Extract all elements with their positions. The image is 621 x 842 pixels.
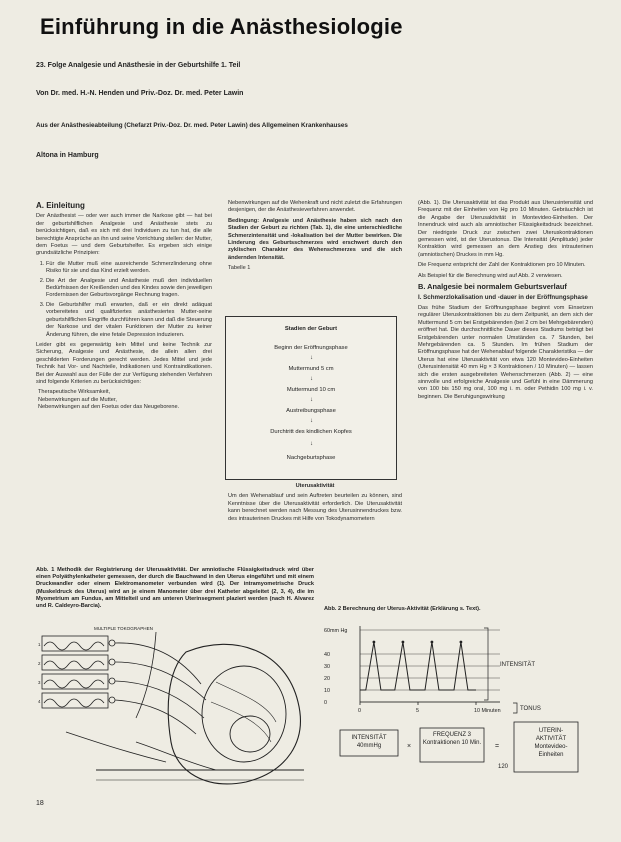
channel-label: 1 [38,642,41,647]
authors: Von Dr. med. H.-N. Henden und Priv.-Doz. Dr. med. Peter Lawin [36,90,244,97]
paragraph: Der Anästhesist — oder wer auch immer die Narkose gibt — hat bei der geburtshilflichen Analgesie und Anästhesie stets zu berücksichtigen, daß es sich mit drei Individuen zu tun hat, die alle berechtigte Ansprüche an ihn und seine Vorrichtung stellen: der Mutter, dem Foetus — und dem Geburtshelfer. Es ergeben sich einige grundsätzliche Prinzipien: [36,213,212,257]
list-item: 1. Für die Mutter muß eine ausreichende Schmerzlinderung ohne Risiko für sie und das Kind erzielt werden. [46,261,212,276]
channel-label: 3 [38,680,41,685]
activity-box-text: UTERIN-AKTIVITÄT Montevideo-Einheiten [534,728,568,758]
y-tick-label: 0 [324,700,327,706]
table-label: Tabelle 1 [228,265,251,272]
affiliation: Aus der Anästhesieabteilung (Chefarzt Priv.-Doz. Dr. med. Peter Lawin) des Allgemeinen Krankenhauses [36,122,348,129]
peak-point [431,641,433,643]
y-tick-label: 40 [324,652,330,658]
subheading: Uterusaktivität [295,483,335,489]
intensity-box [340,730,398,756]
principles-list [36,261,212,339]
device-label: MULTIPLE TOKOGRAPHEN [94,626,153,631]
series-line: 23. Folge Analgesie und Anästhesie in der Geburtshilfe 1. Teil [36,62,241,69]
location: Altona in Hamburg [36,152,99,159]
paragraph: Die Frequenz entspricht der Zahl der Kontraktionen pro 10 Minuten. [418,262,586,269]
page-title: Einführung in die Anästhesiologie [40,14,403,39]
column-3 [418,200,593,404]
subheading: I. Schmerzlokalisation und -dauer in der Eröffnungsphase [418,294,588,302]
section-heading: B. Analgesie bei normalem Geburtsverlauf [418,282,567,292]
activity-box [514,722,578,772]
peak-point [373,641,375,643]
y-tick-label: 20 [324,676,330,682]
peak-point [460,641,462,643]
intensity-label: INTENSITÄT [500,662,536,668]
list-item: Nebenwirkungen auf die Mutter, [38,396,117,403]
page-number: 18 [36,800,44,807]
column-2 [228,200,402,276]
y-tick-label: 60mm Hg [324,628,348,634]
arrow-down-icon: ↓ [310,441,313,447]
intensity-box-text: INTENSITÄT 40mmHg [351,735,387,749]
channel-label: 2 [38,661,41,666]
frequency-box [420,728,484,762]
activity-result: 120 [498,764,509,770]
flow-step: Muttermund 10 cm [286,387,336,393]
tonus-label: TONUS [520,706,541,712]
x-tick-label: 0 [358,708,361,714]
channel-label: 4 [38,699,41,704]
frequency-box-text: FREQUENZ 3 Kontraktionen 10 Min. [422,732,482,746]
paragraph: Um den Wehenablauf und sein Auftreten beurteilen zu können, sind Kenntnisse über die Uterusaktivität erforderlich. Die Uterusaktivität kann berechnet werden nach Messung des Uterusinnendruckes bzw. des intrauterinen Druckes mit Hilfe von Tokodynamometern [228,493,402,522]
stages-table [225,316,397,480]
list-item: 3. Die Geburtshilfer muß erwarten, daß er ein direkt adäquat vorbereitetes und qualifiziertes anästhesiertes Mutter-seine geburtshilflichen Eingriffe durchführen kann und daß die Steuerung der Narkose und der vitalen Funktionen der Mutter zu keiner Änderung führen, die eine fetale Depression induzieren. [46,302,212,339]
flow-step: Austreibungsphase [286,408,336,414]
paragraph: Nebenwirkungen auf die Wehenkraft und nicht zuletzt die Erfahrungen desjenigen, der die Anästhesieverfahren anwendet. [228,200,402,214]
equals-sign: = [495,743,500,750]
flow-step: Durchtritt des kindlichen Kopfes [270,429,352,435]
figure-2-caption: Abb. 2 Berechnung der Uterus-Aktivität (Erklärung s. Text). [324,606,481,612]
y-tick-label: 10 [324,688,330,694]
column-1 [36,200,212,415]
list-item: Therapeutische Wirksamkeit, [38,389,111,396]
paragraph: (Abb. 1). Die Uterusaktivität ist das Produkt aus Uterusintensität und Frequenz mit der Einheiten von Hg pro 10 Minuten. Gebräuchlich ist die Angabe der Uterusaktivität in Montevideo-Einheiten. Der Innendruck wird auch als amniotischer Flüssigkeitsdruck bezeichnet. Der niedrigste Druck zur zwischen zwei Uteruskontraktionen gemessen wird, ist der Uterustonus. Die Intensität (Amplitude) jeder Kontraktion wird gemessen an dem Anstieg des intrauterinen (amniotischen) Druckes in mm Hg. [418,200,593,258]
paragraph: Das frühe Stadium der Eröffnungsphase beginnt vom Einsetzen regulärer Uteruskontraktionen bis zu dem Zeitpunkt, an dem sich der Muttermund 5 cm bei Erstgebärenden (bei 2 cm bei Mehrgebärenden) eröffnet hat. Die durchschnittliche Dauer dieses Stadiums beträgt bei Erstgebärenden unter normalen Umständen ca. 7 Stunden, bei Mehrgebärenden ca. 5 Stunden. Im frühen Stadium der Eröffnungsphase hat der Wehenablauf folgende Charakteristika — der Uterus hat eine Uterusaktivität von etwa 120 Montevideo-Einheiten (Uterusintensität 40 mm Hg × 3 Kontraktionen / 10 Minuten) — lassen sich die ersten ausgebreiteten Wehenschmerzen (Abb. 2) — eine sinnvolle und erfolgreiche Analgesie und Gefühl in eine Dämmerung von 100 bis 150 mg oral, 100 mg i. m. oder Pethidin 100 mg i. v. beginnen. Die Beruhigungswirkung [418,304,593,400]
figure-1-caption: Abb. 1 Methodik der Registrierung der Uterusaktivität. Der amniotische Flüssigkeitsdruck wird über einen Polyäthylenkatheter gemessen, der durch die Bauchwand in den Uterus eingeführt und mit einem Druckwandler oder einem Elektromanometer verbunden wird (1). Der intramyometrische Druck (Muskeldruck des Uterus) wird an je einem Manometer über drei Katheter abgeleitet (2, 3, 4), die im Myometrium am Fundus, am Mittelteil und am unteren Uterinsegment plaziert werden (nach H. Alvarez und R. Caldeyro-Barcia). [36,567,314,610]
x-tick-label: 10 Minuten [474,708,501,714]
paragraph: Leider gibt es gegenwärtig kein Mittel und keine Technik zur Sicherung, Analgesie und Anästhesie, die allein allen drei geschilderten Forderungen gerecht werden. Jedes Mittel und jede Technik hat Vor- und Nachteile, Indikationen und Kontraindikationen. Bei der Auswahl aus der Fülle der zur Verfügung stehenden Verfahren sind folgende Kriterien zu berücksichtigen: [36,341,212,385]
section-heading: A. Einleitung [36,201,85,210]
flow-step: Muttermund 5 cm [288,366,334,372]
list-item: 2. Die Art der Analgesie und Anästhesie muß den individuellen Bedürfnissen der Kreißenden und des Kindes sowie den jeweiligen Fordernissen der Geburtsvorgänge Rechnung tragen. [46,278,212,300]
column-2-bottom [228,483,402,526]
figure-1-illustration [36,622,312,794]
criteria-list [36,389,212,411]
arrow-down-icon: ↓ [310,397,313,403]
multiply-sign: × [407,743,412,750]
x-tick-label: 5 [416,708,419,714]
y-tick-label: 30 [324,664,330,670]
paragraph-bold: Bedingung: Analgesie und Anästhesie haben sich nach den Stadien der Geburt zu richten (Tab. 1), die eine unterschiedliche Schmerzintensität und -lokalisation bei der Mutter bewirken. Die Linderung des Geburtsschmerzes wird erschwert durch den zyklischen Charakter des Wehenschmerzes und die sich ändernden Intensität. [228,217,402,261]
arrow-down-icon: ↓ [310,418,313,424]
figure-2-chart [320,618,594,796]
arrow-down-icon: ↓ [310,376,313,382]
arrow-down-icon: ↓ [310,355,313,361]
list-item: Nebenwirkungen auf den Foetus oder das Neugeborene. [38,404,180,411]
paragraph: Als Beispiel für die Berechnung wird auf Abb. 2 verwiesen. [418,272,563,279]
flow-step: Nachgeburtsphase [286,455,336,461]
flow-step: Beginn der Eröffnungsphase [274,345,348,351]
flow-title: Stadien der Geburt [284,326,338,332]
peak-point [402,641,404,643]
